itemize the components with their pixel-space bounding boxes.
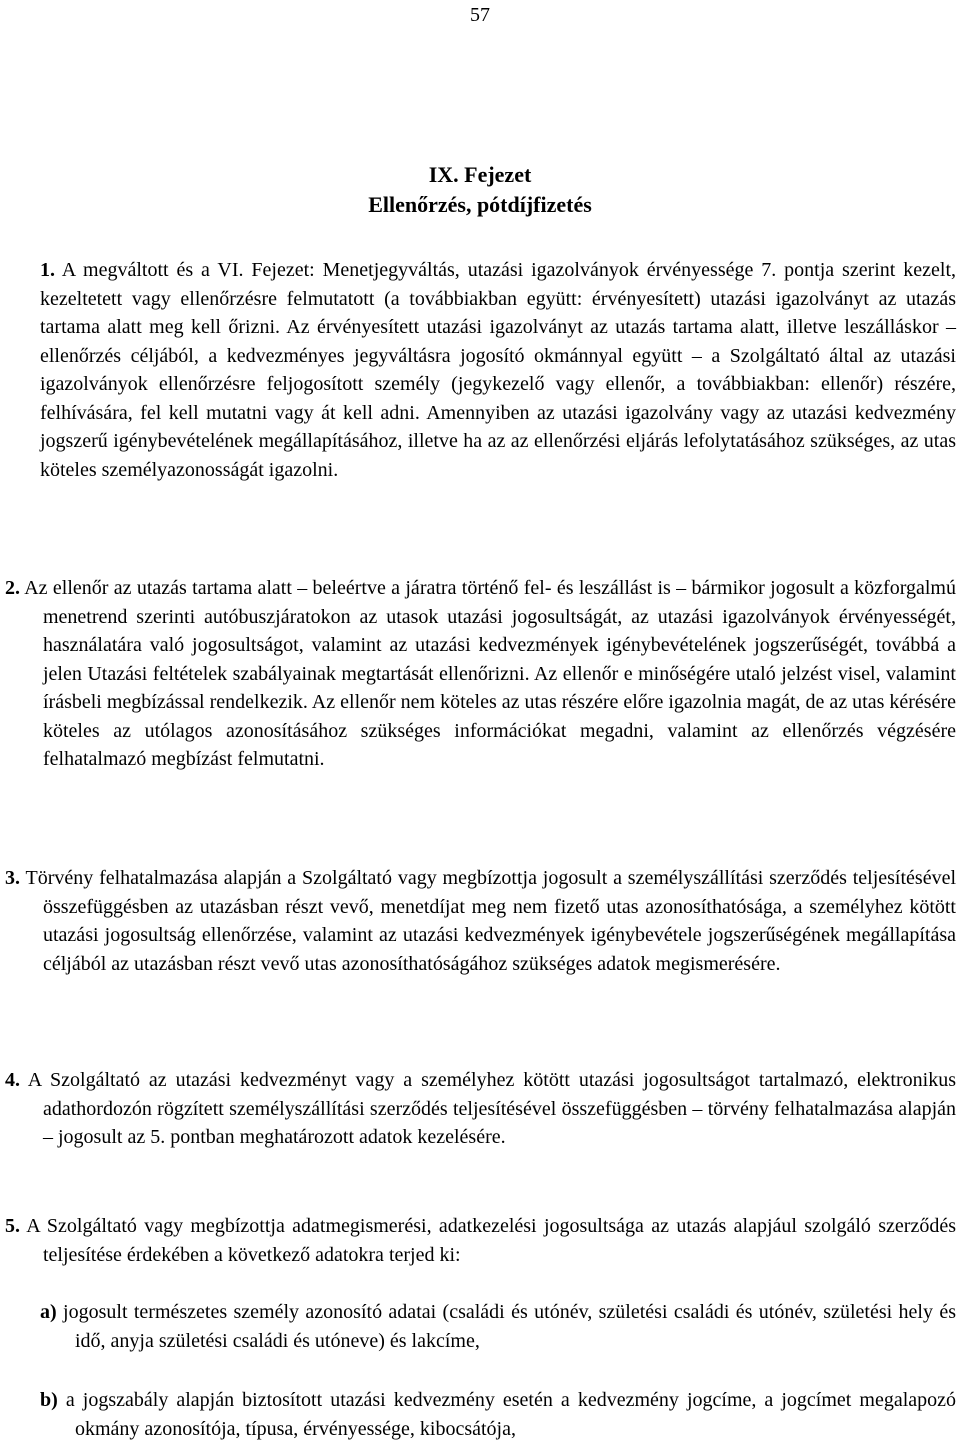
paragraph-5 [5, 1212, 956, 1269]
paragraph-text: A megváltott és a VI. Fejezet: Menetjegyváltás, utazási igazolványok érvényessége 7. pontja szerint kezelt, kezeltetett vagy ellenőrzésre felmutatott (a továbbiakban együtt: érvényesített) utazási igazolványt az utazás tartama alatt meg kell őrizni. Az érvényesített utazási igazolványt az utazás tartama alatt, illetve leszálláskor – ellenőrzés céljából, a kedvezményes jegyváltásra jogosító okmánnyal együtt – a Szolgáltató által az utazási igazolványok ellenőrzésre feljogosított személy (jegykezelő vagy ellenőr, a továbbiakban: ellenőr) részére, felhívására, fel kell mutatni vagy át kell adni. Amennyiben az utazási igazolvány vagy az utazási kedvezmény jogszerű igénybevételének megállapításához, illetve ha az az ellenőrzési eljárás lefolytatásához szükséges, az utas köteles személyazonosságát igazolni. [40, 259, 956, 481]
list-item-a [40, 1298, 956, 1355]
paragraph-2 [5, 574, 956, 774]
list-item-label: a) [40, 1301, 57, 1323]
paragraph-4 [5, 1066, 956, 1152]
paragraph-3 [5, 864, 956, 978]
paragraph-number: 3. [5, 867, 20, 889]
chapter-title: Ellenőrzés, pótdíjfizetés [368, 192, 592, 217]
paragraph-number: 5. [5, 1215, 20, 1237]
list-item-label: b) [40, 1389, 58, 1411]
list-item-text: jogosult természetes személy azonosító adatai (családi és utónév, születési családi és utónév, születési hely és idő, anyja születési családi és utóneve) és lakcíme, [63, 1301, 956, 1352]
paragraph-text: A Szolgáltató az utazási kedvezményt vagy a személyhez kötött utazási jogosultságot tartalmazó, elektronikus adathordozón rögzített személyszállítási szerződés teljesítésével összefüggésben – törvény felhatalmazása alapján – jogosult az 5. pontban meghatározott adatok kezelésére. [27, 1069, 956, 1148]
page-number: 57 [470, 4, 490, 26]
paragraph-number: 2. [5, 577, 20, 599]
paragraph-1 [40, 256, 956, 484]
list-item-text: a jogszabály alapján biztosított utazási kedvezmény esetén a kedvezmény jogcíme, a jogcímet megalapozó okmány azonosítója, típusa, érvényessége, kibocsátója, [65, 1389, 957, 1440]
paragraph-number: 4. [5, 1069, 20, 1091]
paragraph-text: A Szolgáltató vagy megbízottja adatmegismerési, adatkezelési jogosultsága az utazás alapjául szolgáló szerződés teljesítése érdekében a következő adatokra terjed ki: [26, 1215, 956, 1266]
paragraph-text: Az ellenőr az utazás tartama alatt – beleértve a járatra történő fel- és leszállást is – bármikor jogosult a közforgalmú menetrend szerinti autóbuszjáratokon az utasok utazási jogosultságát, az utazási igazolványok érvényességét, használatára való jogosultságot, valamint az utazási kedvezmények igénybevételének jogszerűségét, továbbá a jelen Utazási feltételek szabályainak megtartását ellenőrizni. Az ellenőr e minőségére utaló jelzést visel, valamint írásbeli megbízással rendelkezik. Az ellenőr nem köteles az utas részére előre igazolnia magát, de az utas kérésére köteles az utólagos azonosításához szükséges információkat megadni, valamint az ellenőrzés végzésére felhatalmazó megbízást felmutatni. [24, 577, 956, 770]
paragraph-text: Törvény felhatalmazása alapján a Szolgáltató vagy megbízottja jogosult a személyszállítási szerződés teljesítésével összefüggésben az utazásban részt vevő, menetdíjat meg nem fizető utas azonosíthatósága, a személyhez kötött utazási jogosultság ellenőrzése, valamint az utazási kedvezmények igénybevétele jogszerűségének megállapítása céljából az utazásban részt vevő utas azonosíthatóságához szükséges adatok megismerésére. [25, 867, 956, 975]
chapter-number: IX. Fejezet [428, 162, 532, 187]
list-item-b [40, 1386, 956, 1443]
paragraph-number: 1. [40, 259, 55, 281]
chapter-heading [0, 160, 960, 220]
